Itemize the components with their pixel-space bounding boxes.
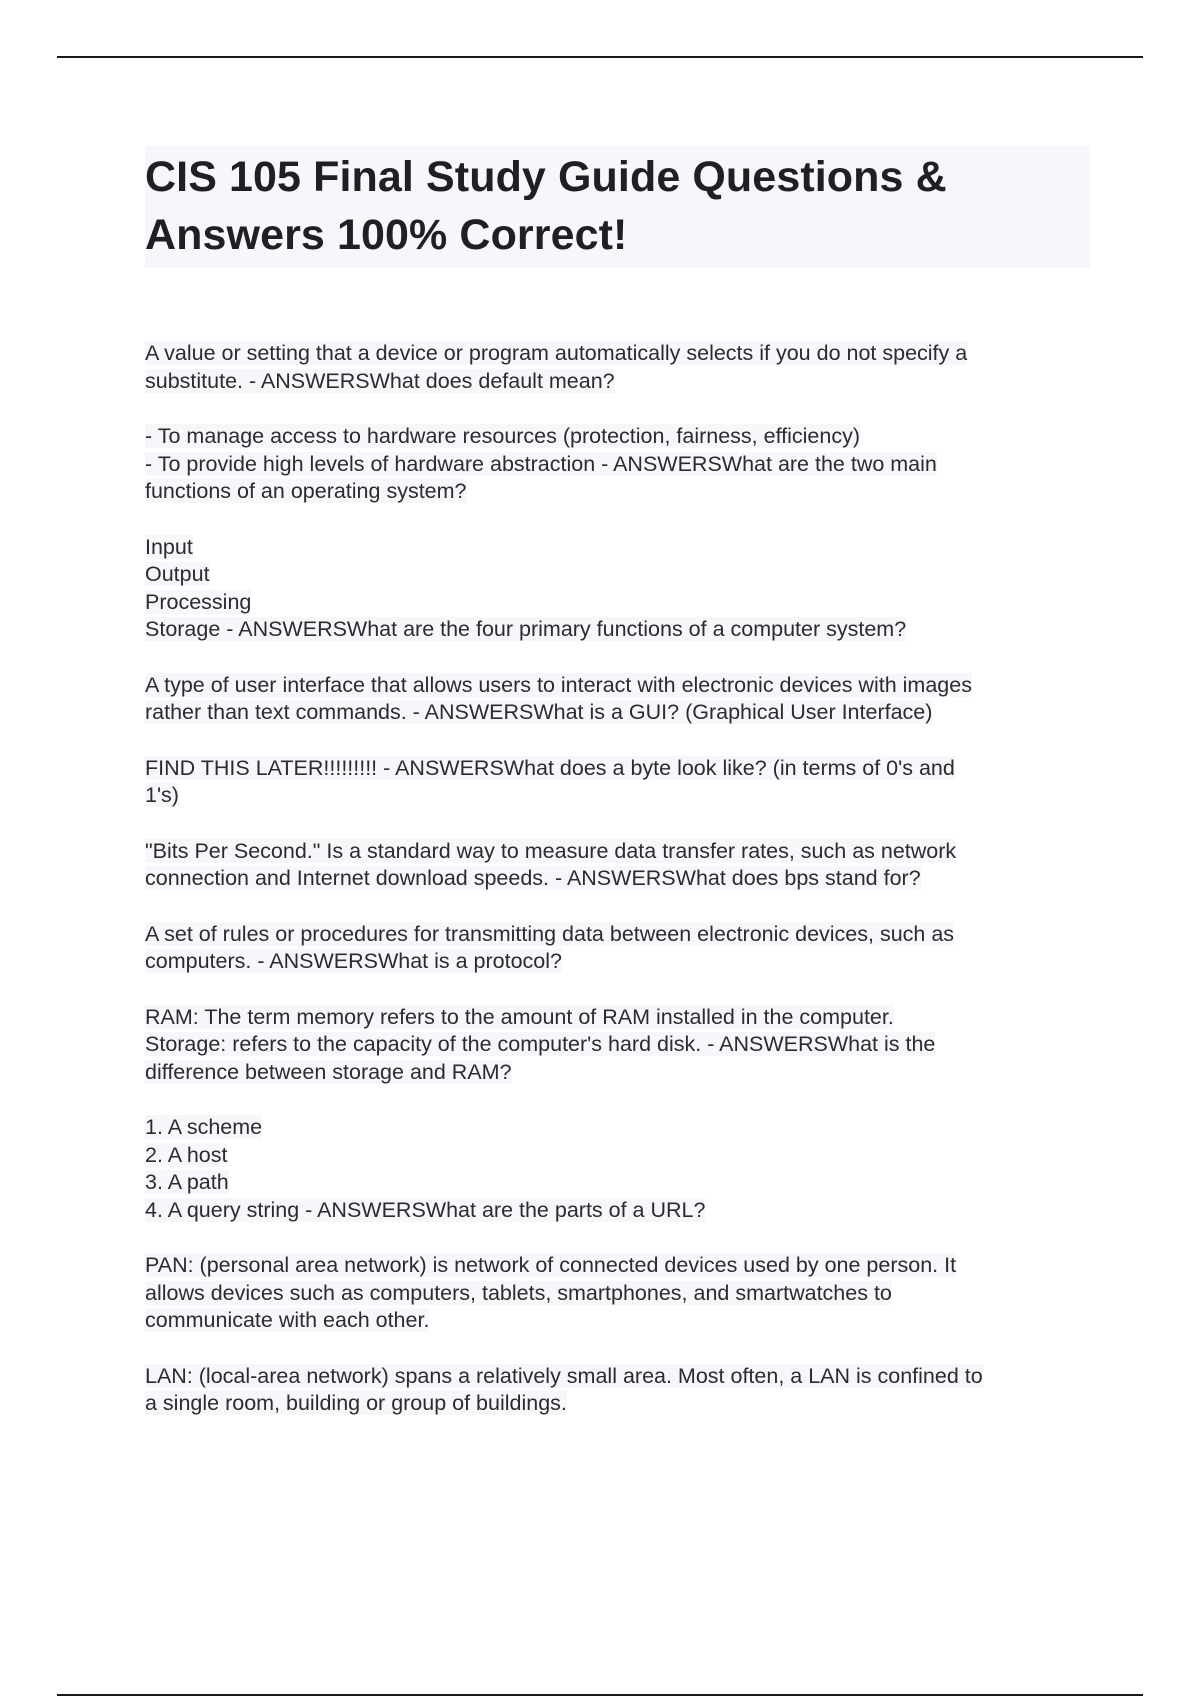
text-line: - To provide high levels of hardware abstraction - ANSWERSWhat are the two main: [145, 451, 937, 476]
text-line: 1's): [145, 783, 179, 807]
qa-entry: [145, 1004, 1090, 1087]
text-line: LAN: (local-area network) spans a relatively small area. Most often, a LAN is confined to: [145, 1363, 983, 1388]
text-line: communicate with each other.: [145, 1308, 430, 1332]
text-line: PAN: (personal area network) is network of connected devices used by one person. It: [145, 1253, 957, 1277]
text-line: 1. A scheme: [145, 1115, 263, 1139]
text-line: - To manage access to hardware resources (protection, fairness, efficiency): [145, 424, 861, 448]
qa-entry: [145, 534, 1090, 644]
qa-entry: [145, 921, 1090, 976]
text-line: A value or setting that a device or program automatically selects if you do not specify a: [145, 341, 968, 365]
text-line: allows devices such as computers, tablets, smartphones, and smartwatches to: [145, 1280, 892, 1305]
title-block: [145, 146, 1090, 268]
header-rule: [57, 56, 1143, 58]
text-line: Storage - ANSWERSWhat are the four primary functions of a computer system?: [145, 617, 907, 641]
qa-entry: [145, 340, 1090, 395]
text-line: 2. A host: [145, 1142, 228, 1167]
document-title: [145, 148, 1086, 264]
qa-entry: [145, 672, 1090, 727]
qa-entry: [145, 838, 1090, 893]
text-line: FIND THIS LATER!!!!!!!!! - ANSWERSWhat does a byte look like? (in terms of 0's and: [145, 755, 955, 780]
text-line: difference between storage and RAM?: [145, 1059, 512, 1084]
text-line: computers. - ANSWERSWhat is a protocol?: [145, 949, 563, 973]
text-line: 3. A path: [145, 1170, 229, 1194]
qa-list: [145, 340, 1090, 1418]
footer-rule: [57, 1694, 1143, 1696]
qa-entry: [145, 755, 1090, 810]
text-line: 4. A query string - ANSWERSWhat are the parts of a URL?: [145, 1197, 706, 1222]
text-line: Processing: [145, 589, 252, 614]
text-line: Storage: refers to the capacity of the computer's hard disk. - ANSWERSWhat is the: [145, 1032, 936, 1056]
title-line: CIS 105 Final Study Guide Questions &: [145, 153, 947, 201]
text-line: a single room, building or group of buildings.: [145, 1391, 567, 1415]
text-line: Input: [145, 534, 193, 559]
text-line: rather than text commands. - ANSWERSWhat is a GUI? (Graphical User Interface): [145, 700, 933, 724]
qa-entry: [145, 1114, 1090, 1224]
document-body: [145, 146, 1090, 1446]
qa-entry: [145, 1252, 1090, 1335]
text-line: substitute. - ANSWERSWhat does default mean?: [145, 368, 615, 393]
text-line: Output: [145, 562, 210, 586]
text-line: functions of an operating system?: [145, 479, 467, 503]
text-line: RAM: The term memory refers to the amount of RAM installed in the computer.: [145, 1004, 894, 1029]
text-line: "Bits Per Second." Is a standard way to measure data transfer rates, such as network: [145, 838, 957, 863]
title-line: Answers 100% Correct!: [145, 211, 628, 259]
text-line: A set of rules or procedures for transmitting data between electronic devices, such as: [145, 921, 955, 946]
text-line: connection and Internet download speeds. - ANSWERSWhat does bps stand for?: [145, 866, 921, 890]
text-line: A type of user interface that allows users to interact with electronic devices with images: [145, 672, 972, 697]
qa-entry: [145, 423, 1090, 506]
qa-entry: [145, 1363, 1090, 1418]
